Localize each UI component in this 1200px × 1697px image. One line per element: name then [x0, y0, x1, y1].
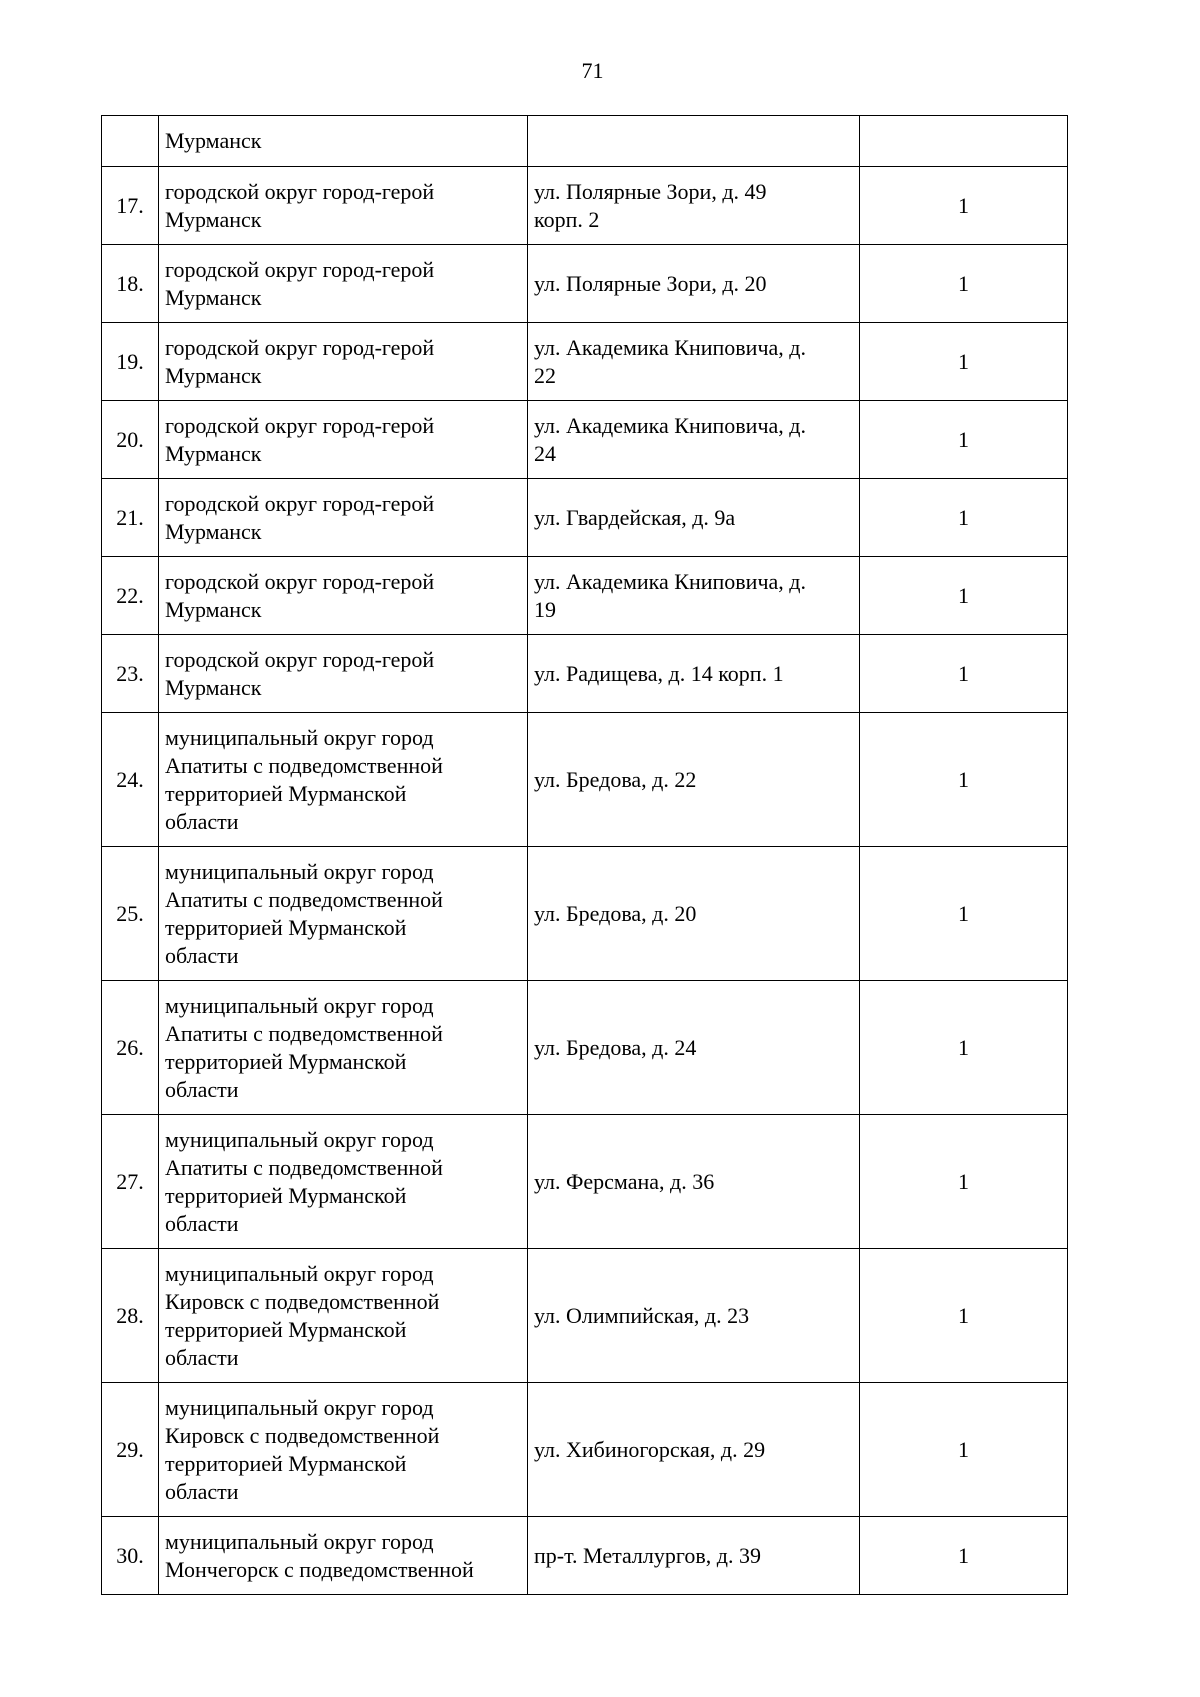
- quantity-cell: 1: [860, 479, 1068, 557]
- address-line: 24: [534, 440, 556, 466]
- row-number-cell: 17.: [102, 167, 159, 245]
- address-cell: [528, 116, 860, 167]
- municipality-line: Апатиты с подведомственной: [165, 1154, 443, 1180]
- row-number-cell: 21.: [102, 479, 159, 557]
- municipality-line: Кировск с подведомственной: [165, 1288, 440, 1314]
- page-number: 71: [581, 58, 604, 83]
- municipality-cell: [159, 167, 528, 245]
- municipality-cell: [159, 323, 528, 401]
- address-cell: [528, 167, 860, 245]
- municipality-line: муниципальный округ город: [165, 992, 434, 1018]
- address-line: корп. 2: [534, 206, 600, 232]
- municipality-cell: [159, 401, 528, 479]
- quantity-cell: 1: [860, 713, 1068, 847]
- quantity-cell: 1: [860, 167, 1068, 245]
- quantity-cell: 1: [860, 1115, 1068, 1249]
- table-row: [102, 1383, 1068, 1517]
- municipality-line: Мурманск: [165, 206, 262, 232]
- table-row: [102, 401, 1068, 479]
- municipality-line: области: [165, 942, 239, 968]
- table-row: [102, 847, 1068, 981]
- table-row: [102, 1249, 1068, 1383]
- municipality-cell: [159, 245, 528, 323]
- quantity-cell: 1: [860, 1517, 1068, 1595]
- row-number-cell: 23.: [102, 635, 159, 713]
- table-row: [102, 323, 1068, 401]
- address-line: ул. Бредова, д. 22: [534, 766, 697, 792]
- address-line: ул. Академика Книповича, д.: [534, 334, 806, 360]
- table-row: [102, 245, 1068, 323]
- table-row: [102, 167, 1068, 245]
- row-number-cell: 29.: [102, 1383, 159, 1517]
- quantity-cell: 1: [860, 401, 1068, 479]
- municipality-line: муниципальный округ город: [165, 1528, 434, 1554]
- table-row: [102, 1115, 1068, 1249]
- municipality-line: территорией Мурманской: [165, 1450, 407, 1476]
- table-row: [102, 713, 1068, 847]
- address-line: ул. Полярные Зори, д. 49: [534, 178, 767, 204]
- municipality-cell: [159, 847, 528, 981]
- address-line: 19: [534, 596, 556, 622]
- address-cell: [528, 981, 860, 1115]
- municipality-cell: Мурманск: [159, 116, 528, 167]
- municipality-line: области: [165, 1076, 239, 1102]
- row-number-cell: 25.: [102, 847, 159, 981]
- municipality-line: территорией Мурманской: [165, 914, 407, 940]
- municipality-line: Мурманск: [165, 440, 262, 466]
- address-line: 22: [534, 362, 556, 388]
- address-cell: [528, 1383, 860, 1517]
- municipality-line: Мончегорск с подведомственной: [165, 1556, 474, 1582]
- address-line: ул. Бредова, д. 24: [534, 1034, 697, 1060]
- municipality-line: муниципальный округ город: [165, 1260, 434, 1286]
- table-row: [102, 557, 1068, 635]
- table-row: [102, 635, 1068, 713]
- row-number-cell: 27.: [102, 1115, 159, 1249]
- quantity-cell: 1: [860, 245, 1068, 323]
- municipality-line: Апатиты с подведомственной: [165, 752, 443, 778]
- table-row-continuation: [102, 116, 1068, 167]
- row-number-cell: 30.: [102, 1517, 159, 1595]
- municipality-line: городской округ город-герой: [165, 412, 435, 438]
- address-line: пр-т. Металлургов, д. 39: [534, 1542, 761, 1568]
- table-row: [102, 981, 1068, 1115]
- address-cell: [528, 713, 860, 847]
- quantity-cell: 1: [860, 1383, 1068, 1517]
- quantity-cell: 1: [860, 981, 1068, 1115]
- address-cell: [528, 557, 860, 635]
- municipality-line: области: [165, 1478, 239, 1504]
- address-cell: [528, 245, 860, 323]
- address-cell: [528, 635, 860, 713]
- municipality-line: городской округ город-герой: [165, 178, 435, 204]
- municipality-line: городской округ город-герой: [165, 646, 435, 672]
- municipality-line: муниципальный округ город: [165, 1394, 434, 1420]
- address-line: ул. Академика Книповича, д.: [534, 568, 806, 594]
- row-number-cell: [102, 116, 159, 167]
- address-line: ул. Бредова, д. 20: [534, 900, 697, 926]
- municipality-line: Кировск с подведомственной: [165, 1422, 440, 1448]
- address-cell: [528, 401, 860, 479]
- municipality-line: Мурманск: [165, 518, 262, 544]
- municipality-line: муниципальный округ город: [165, 1126, 434, 1152]
- table-row: [102, 1517, 1068, 1595]
- municipality-cell: [159, 1517, 528, 1595]
- municipality-line: городской округ город-герой: [165, 568, 435, 594]
- address-cell: [528, 1249, 860, 1383]
- address-cell: [528, 847, 860, 981]
- quantity-cell: 1: [860, 635, 1068, 713]
- municipality-line: Мурманск: [165, 362, 262, 388]
- quantity-cell: 1: [860, 1249, 1068, 1383]
- municipality-line: области: [165, 1210, 239, 1236]
- address-line: ул. Гвардейская, д. 9а: [534, 504, 736, 530]
- municipality-cell: [159, 981, 528, 1115]
- row-number-cell: 20.: [102, 401, 159, 479]
- municipality-cell: [159, 1249, 528, 1383]
- municipality-line: территорией Мурманской: [165, 1182, 407, 1208]
- address-cell: [528, 479, 860, 557]
- municipality-cell: [159, 713, 528, 847]
- municipality-line: территорией Мурманской: [165, 780, 407, 806]
- municipality-line: Апатиты с подведомственной: [165, 886, 443, 912]
- municipality-line: городской округ город-герой: [165, 256, 435, 282]
- municipality-line: муниципальный округ город: [165, 724, 434, 750]
- row-number-cell: 22.: [102, 557, 159, 635]
- municipality-cell: [159, 635, 528, 713]
- municipality-line: территорией Мурманской: [165, 1048, 407, 1074]
- address-line: ул. Академика Книповича, д.: [534, 412, 806, 438]
- address-line: ул. Хибиногорская, д. 29: [534, 1436, 766, 1462]
- row-number-cell: 19.: [102, 323, 159, 401]
- quantity-cell: 1: [860, 557, 1068, 635]
- address-cell: [528, 1517, 860, 1595]
- municipality-line: Мурманск: [165, 596, 262, 622]
- address-line: ул. Ферсмана, д. 36: [534, 1168, 715, 1194]
- address-cell: [528, 323, 860, 401]
- municipality-line: городской округ город-герой: [165, 334, 435, 360]
- municipality-line: городской округ город-герой: [165, 490, 435, 516]
- address-table-body: [102, 116, 1068, 1595]
- row-number-cell: 24.: [102, 713, 159, 847]
- municipality-line: территорией Мурманской: [165, 1316, 407, 1342]
- row-number-cell: 26.: [102, 981, 159, 1115]
- quantity-cell: 1: [860, 323, 1068, 401]
- municipality-cell: [159, 1383, 528, 1517]
- municipality-line: области: [165, 1344, 239, 1370]
- municipality-line: Апатиты с подведомственной: [165, 1020, 443, 1046]
- address-table: [101, 115, 1068, 1595]
- row-number-cell: 28.: [102, 1249, 159, 1383]
- municipality-line: Мурманск: [165, 674, 262, 700]
- address-line: ул. Радищева, д. 14 корп. 1: [534, 660, 784, 686]
- quantity-cell: 1: [860, 847, 1068, 981]
- municipality-cell: [159, 479, 528, 557]
- municipality-line: области: [165, 808, 239, 834]
- quantity-cell: [860, 116, 1068, 167]
- municipality-line: Мурманск: [165, 284, 262, 310]
- address-line: ул. Олимпийская, д. 23: [534, 1302, 750, 1328]
- municipality-cell: [159, 1115, 528, 1249]
- municipality-line: муниципальный округ город: [165, 858, 434, 884]
- address-line: ул. Полярные Зори, д. 20: [534, 270, 767, 296]
- table-row: [102, 479, 1068, 557]
- address-cell: [528, 1115, 860, 1249]
- row-number-cell: 18.: [102, 245, 159, 323]
- municipality-cell: [159, 557, 528, 635]
